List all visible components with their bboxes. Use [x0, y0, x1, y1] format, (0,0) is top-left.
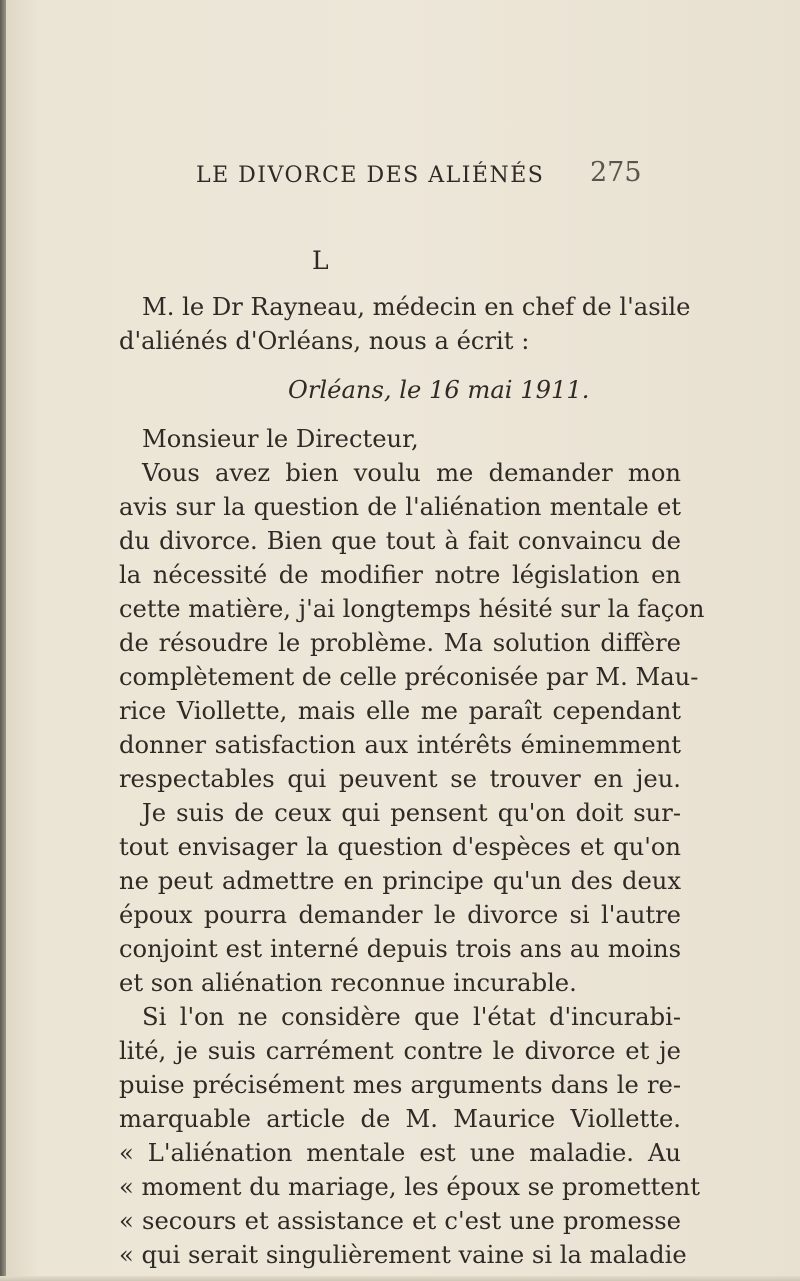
quote-line: « qui serait singulièrement vaine si la maladie: [119, 1241, 687, 1269]
text-line: avis sur la question de l'aliénation mentale et: [119, 493, 681, 521]
text-line: marquable article de M. Maurice Viollette.: [119, 1105, 681, 1133]
text-line: d'aliénés d'Orléans, nous a écrit :: [119, 327, 530, 355]
text-line: donner satisfaction aux intérêts éminemment: [119, 731, 681, 759]
text-line: de résoudre le problème. Ma solution diffère: [119, 629, 681, 657]
text-line: Vous avez bien voulu me demander mon: [142, 459, 681, 487]
text-line: respectables qui peuvent se trouver en jeu.: [119, 765, 681, 793]
text-line: du divorce. Bien que tout à fait convaincu de: [119, 527, 681, 555]
text-line: complètement de celle préconisée par M. Mau-: [119, 663, 699, 691]
text-line: lité, je suis carrément contre le divorce et je: [119, 1037, 681, 1065]
section-letter: L: [312, 246, 329, 275]
text-line: rice Viollette, mais elle me paraît cependant: [119, 697, 681, 725]
text-line: et son aliénation reconnue incurable.: [119, 969, 577, 997]
page-number: 275: [590, 157, 642, 188]
page-bottom-edge: [0, 1276, 800, 1281]
letter-date: Orléans, le 16 mai 1911.: [288, 376, 590, 404]
text-line: Si l'on ne considère que l'état d'incurabi-: [142, 1003, 681, 1031]
running-head: LE DIVORCE DES ALIÉNÉS: [196, 163, 545, 188]
text-line: puise précisément mes arguments dans le re-: [119, 1071, 681, 1099]
quote-line: « moment du mariage, les époux se promettent: [119, 1173, 700, 1201]
text-line: M. le Dr Rayneau, médecin en chef de l'asile: [142, 293, 691, 321]
text-line: époux pourra demander le divorce si l'autre: [119, 901, 681, 929]
text-line: cette matière, j'ai longtemps hésité sur la façon: [119, 595, 705, 623]
page-binding-edge: [0, 0, 6, 1281]
text-line: la nécessité de modifier notre législation en: [119, 561, 681, 589]
quote-line: « L'aliénation mentale est une maladie. Au: [119, 1139, 681, 1167]
text-line: ne peut admettre en principe qu'un des deux: [119, 867, 681, 895]
text-line: conjoint est interné depuis trois ans au moins: [119, 935, 681, 963]
quote-line: « secours et assistance et c'est une promesse: [119, 1207, 681, 1235]
text-line: tout envisager la question d'espèces et qu'on: [119, 833, 681, 861]
text-line: Je suis de ceux qui pensent qu'on doit sur-: [142, 799, 681, 827]
letter-salutation: Monsieur le Directeur,: [142, 425, 419, 453]
